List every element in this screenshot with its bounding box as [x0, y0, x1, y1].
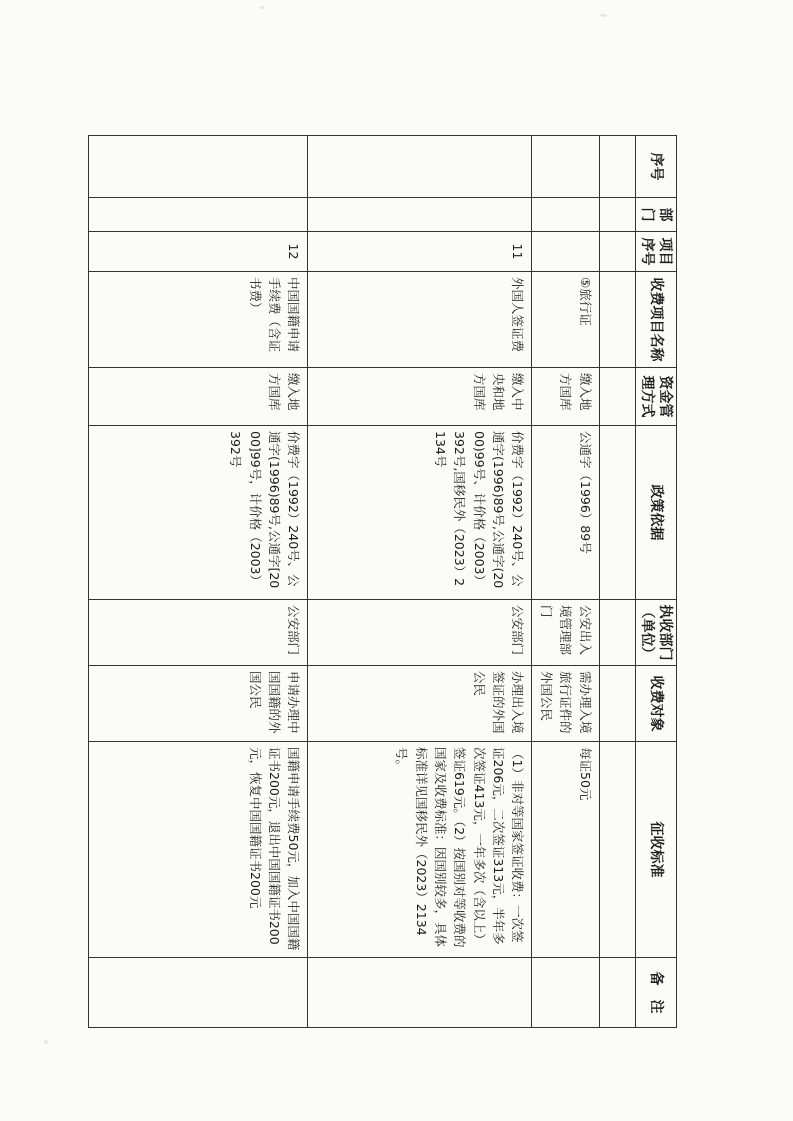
cell-standard — [599, 742, 635, 958]
scan-speck — [260, 6, 265, 9]
cell-unit: 公安出入境管理部门 — [532, 600, 599, 666]
cell-name: 中国国籍申请手续费（含证书费） — [89, 272, 308, 368]
scan-speck — [44, 1040, 48, 1044]
cell-item-no: 11 — [308, 232, 532, 272]
table-row — [599, 136, 635, 1028]
cell-standard: 国籍申请手续费50元，加入中国国籍证书200元，退出中国国籍证书200元，恢复中国国籍证书200元 — [89, 742, 308, 958]
cell-name — [599, 272, 635, 368]
cell-seq — [532, 136, 599, 198]
cell-fund: 缴入中央和地方国库 — [308, 368, 532, 426]
cell-unit: 公安部门 — [308, 600, 532, 666]
header-seq: 序号 — [635, 136, 676, 198]
cell-policy: 价费字（1992）240号、公通字(1996)89号,公通字(2000)99号、计价格（2003）392号,国移民外（2023）2134号 — [308, 426, 532, 600]
table-header-row — [635, 136, 676, 1028]
cell-target: 需办理入境旅行证件的外国公民 — [532, 666, 599, 742]
header-standard: 征收标准 — [635, 742, 676, 958]
scan-speck — [600, 14, 607, 17]
cell-item-no — [532, 232, 599, 272]
cell-seq — [89, 136, 308, 198]
cell-seq — [308, 136, 532, 198]
header-name: 收费项目名称 — [635, 272, 676, 368]
cell-dept — [599, 198, 635, 232]
cell-dept — [308, 198, 532, 232]
cell-dept — [532, 198, 599, 232]
cell-unit — [599, 600, 635, 666]
cell-seq — [599, 136, 635, 198]
header-policy: 政策依据 — [635, 426, 676, 600]
cell-name: 外国人签证费 — [308, 272, 532, 368]
cell-unit: 公安部门 — [89, 600, 308, 666]
fee-table — [89, 135, 678, 1028]
rotated-page — [101, 135, 677, 1014]
cell-standard: （1）非对等国家签证收费：一次签证206元，二次签证313元，半年多次签证413元，一年多次（含以上）签证619元。（2）按国别对等收费的国家及收费标准：因国别较多，具体标准详见国移民外（2023）2134号。 — [308, 742, 532, 958]
cell-fund: 缴入地方国库 — [89, 368, 308, 426]
cell-dept — [89, 198, 308, 232]
table-row — [532, 136, 599, 1028]
cell-remark — [532, 958, 599, 1028]
cell-fund — [599, 368, 635, 426]
cell-target: 申请办理中国国籍的外国公民 — [89, 666, 308, 742]
cell-name: ⑤旅行证 — [532, 272, 599, 368]
cell-remark — [599, 958, 635, 1028]
cell-target: 办理出入境签证的外国公民 — [308, 666, 532, 742]
cell-item-no — [599, 232, 635, 272]
header-fund: 资金管理方式 — [635, 368, 676, 426]
cell-fund: 缴入地方国库 — [532, 368, 599, 426]
header-target: 收费对象 — [635, 666, 676, 742]
cell-target — [599, 666, 635, 742]
cell-policy — [599, 426, 635, 600]
cell-remark — [308, 958, 532, 1028]
cell-standard: 每证50元 — [532, 742, 599, 958]
header-unit: 执收部门（单位） — [635, 600, 676, 666]
header-remark: 备 注 — [635, 958, 676, 1028]
header-dept: 部门 — [635, 198, 676, 232]
table-row — [308, 136, 532, 1028]
cell-item-no: 12 — [89, 232, 308, 272]
cell-policy: 价费字（1992）240号、公通字(1996)89号,公通字[2000]99号，计价格（2003）392号 — [89, 426, 308, 600]
header-item-no: 项目序号 — [635, 232, 676, 272]
cell-remark — [89, 958, 308, 1028]
table-row — [89, 136, 308, 1028]
cell-policy: 公通字（1996）89号 — [532, 426, 599, 600]
